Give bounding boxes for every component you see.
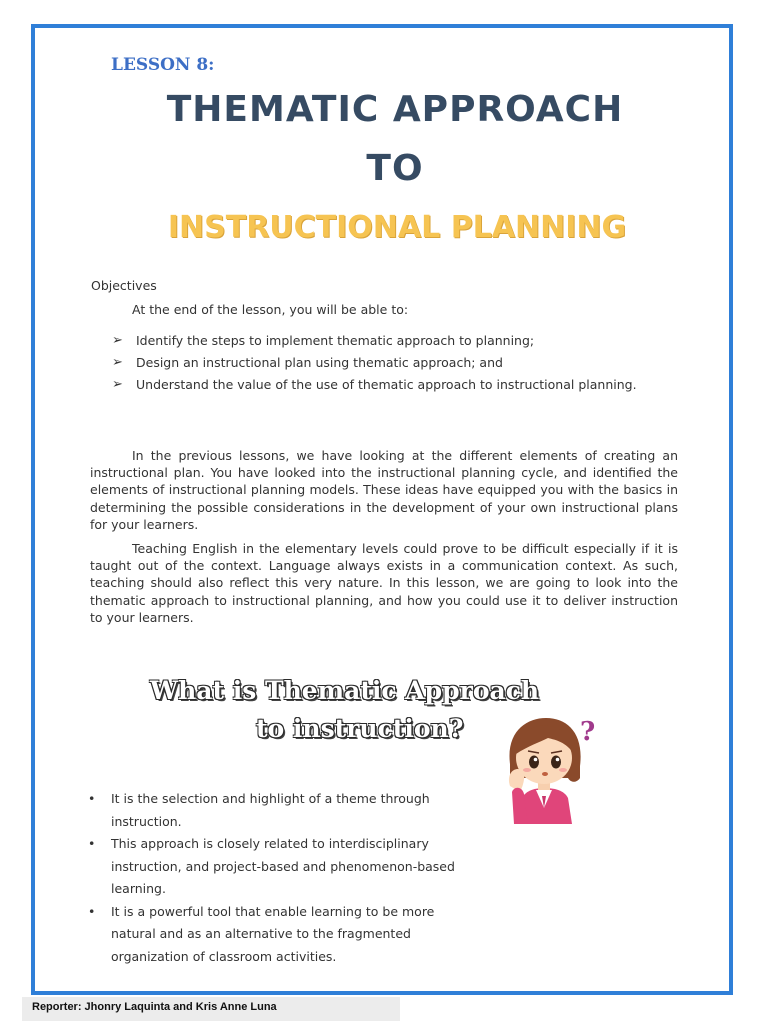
paragraph-previous-lessons: In the previous lessons, we have looking at the different elements of creating an instructional plan. You have looked into the instructional planning cycle, and identified the elements of instructional planning models. These ideas have equipped you with the basics in determining the possible considerations in the development of your own instructional plans for your learners. — [90, 448, 678, 532]
thinking-girl-icon — [496, 712, 608, 824]
definition-text: This approach is closely related to interdisciplinary instruction, and project-based and phenomenon-based learning. — [111, 836, 455, 896]
definition-item — [88, 833, 468, 901]
title-line-2: TO — [366, 148, 424, 189]
objectives-intro: At the end of the lesson, you will be able to: — [132, 302, 409, 317]
objective-item — [112, 352, 678, 374]
title-line-1: THEMATIC APPROACH — [166, 89, 624, 130]
question-mark-icon: ? — [580, 717, 596, 747]
objective-item — [112, 374, 678, 396]
section-heading-line-1: What is Thematic Approach — [150, 676, 540, 705]
arrow-bullet-icon: ➢ — [112, 377, 123, 392]
bullet-dot-icon: • — [88, 836, 96, 851]
definition-item — [88, 901, 468, 969]
objective-text: Understand the value of the use of thematic approach to instructional planning. — [136, 377, 637, 392]
definition-list — [88, 788, 468, 968]
reporter-credit: Reporter: Jhonry Laquinta and Kris Anne Luna — [32, 1001, 277, 1013]
objectives-list — [112, 330, 678, 396]
objective-text: Identify the steps to implement thematic approach to planning; — [136, 333, 535, 348]
bullet-dot-icon: • — [88, 791, 96, 806]
objective-item — [112, 330, 678, 352]
bullet-dot-icon: • — [88, 903, 96, 919]
arrow-bullet-icon: ➢ — [112, 333, 123, 348]
title-line-3: INSTRUCTIONAL PLANNING — [167, 210, 627, 245]
objective-text: Design an instructional plan using thematic approach; and — [136, 355, 503, 370]
arrow-bullet-icon: ➢ — [112, 355, 123, 370]
objectives-heading: Objectives — [91, 278, 157, 293]
paragraph-teaching-english: Teaching English in the elementary levels could prove to be difficult especially if it is taught out of the context. Language always exists in a communication context. As such, teaching should also reflect this very nature. In this lesson, we are going to look into the thematic approach to instructional planning, and how you could use it to deliver instruction to your learners. — [90, 541, 678, 625]
definition-text: It is the selection and highlight of a theme through instruction. — [111, 791, 430, 829]
lesson-label: LESSON 8: — [111, 55, 215, 75]
section-heading-line-2: to instruction? — [256, 714, 464, 743]
definition-item — [88, 788, 468, 833]
definition-text: It is a powerful tool that enable learning to be more natural and as an alternative to the fragmented organization of classroom activities. — [111, 903, 435, 964]
